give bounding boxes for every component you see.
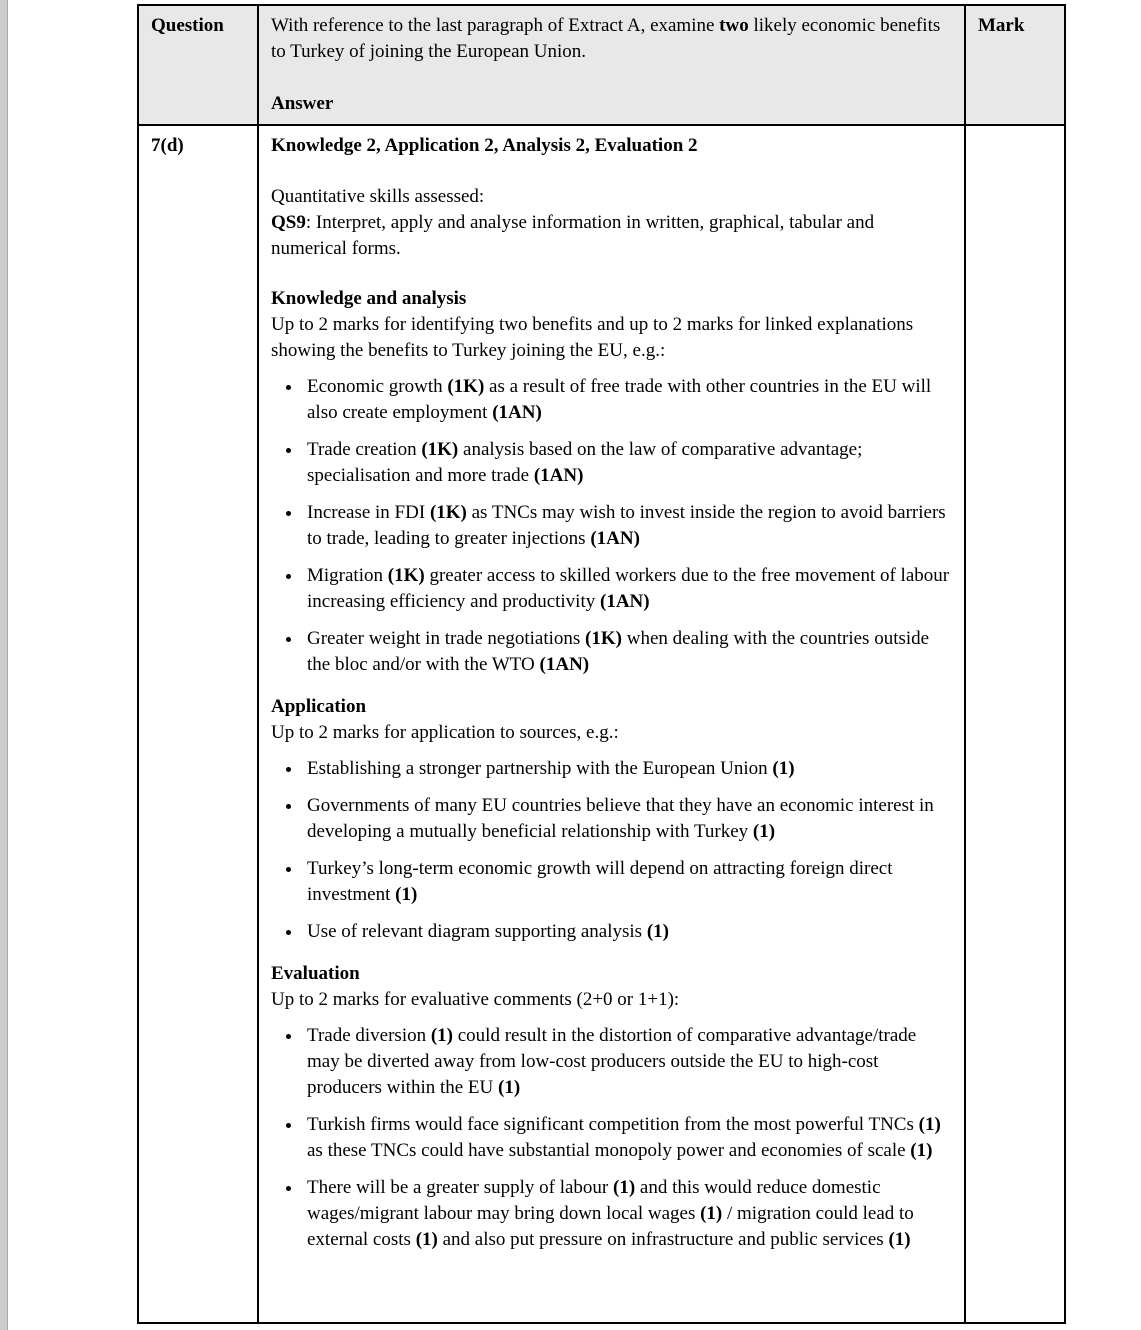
question-number-cell xyxy=(138,125,258,1323)
section-heading: Evaluation xyxy=(271,963,360,984)
bullet-item: • There will be a greater supply of labour (1) and this would reduce domestic wages/migrant labour may bring down local wages (1) / migration could lead to external costs (1) and also put pressure on infrastructure and public services (1) xyxy=(303,1175,952,1253)
qs9-line: QS9: Interpret, apply and analyse information in written, graphical, tabular and numerical forms. xyxy=(271,212,875,259)
bullet-item: • Establishing a stronger partnership with the European Union (1) xyxy=(303,756,952,782)
mark-scheme-content-cell xyxy=(258,125,965,1323)
section-heading: Application xyxy=(271,696,367,717)
section-intro: Up to 2 marks for evaluative comments (2+0 or 1+1): xyxy=(271,989,680,1010)
quantitative-skills-intro: Quantitative skills assessed: xyxy=(271,186,485,207)
bullet-item: • Trade diversion (1) could result in the distortion of comparative advantage/trade may be diverted away from low-cost producers outside the EU to high-cost producers within the EU (1) xyxy=(303,1023,952,1101)
section-heading: Knowledge and analysis xyxy=(271,288,467,309)
question-prompt-cell xyxy=(258,5,965,125)
bullet-list xyxy=(271,756,952,945)
marks-breakdown-line: Knowledge 2, Application 2, Analysis 2, Evaluation 2 xyxy=(271,135,698,156)
bullet-item: • Economic growth (1K) as a result of free trade with other countries in the EU will also create employment (1AN) xyxy=(303,374,952,426)
bullet-list xyxy=(271,1023,952,1253)
bullet-item: • Migration (1K) greater access to skilled workers due to the free movement of labour increasing efficiency and productivity (1AN) xyxy=(303,563,952,615)
section-evaluation xyxy=(271,961,952,1253)
mark-value-cell xyxy=(965,125,1065,1323)
answer-row xyxy=(138,125,1065,1323)
bullet-item: • Use of relevant diagram supporting analysis (1) xyxy=(303,919,952,945)
section-intro: Up to 2 marks for identifying two benefits and up to 2 marks for linked explanations showing the benefits to Turkey joining the EU, e.g.: xyxy=(271,314,914,361)
bullet-item: • Increase in FDI (1K) as TNCs may wish to invest inside the region to avoid barriers to trade, leading to greater injections (1AN) xyxy=(303,500,952,552)
bullet-item: • Turkey’s long-term economic growth will depend on attracting foreign direct investment (1) xyxy=(303,856,952,908)
mark-column-label: Mark xyxy=(978,15,1025,36)
bullet-item: • Trade creation (1K) analysis based on the law of comparative advantage; specialisation and more trade (1AN) xyxy=(303,437,952,489)
answer-label: Answer xyxy=(271,93,334,114)
question-prompt-text: With reference to the last paragraph of Extract A, examine two likely economic benefits to Turkey of joining the European Union. xyxy=(271,15,941,62)
question-number: 7(d) xyxy=(151,135,184,156)
bullet-list xyxy=(271,374,952,678)
bullet-item: • Turkish firms would face significant competition from the most powerful TNCs (1) as these TNCs could have substantial monopoly power and economies of scale (1) xyxy=(303,1112,952,1164)
markscheme-table xyxy=(137,4,1066,1324)
mark-column-header-cell xyxy=(965,5,1065,125)
question-column-header-cell xyxy=(138,5,258,125)
section-application xyxy=(271,694,952,945)
section-intro: Up to 2 marks for application to sources, e.g.: xyxy=(271,722,619,743)
question-column-label: Question xyxy=(151,15,224,36)
page-edge-strip xyxy=(0,0,8,1330)
section-knowledge-and-analysis xyxy=(271,286,952,678)
bullet-item: • Governments of many EU countries believe that they have an economic interest in developing a mutually beneficial relationship with Turkey (1) xyxy=(303,793,952,845)
bullet-item: • Greater weight in trade negotiations (1K) when dealing with the countries outside the bloc and/or with the WTO (1AN) xyxy=(303,626,952,678)
question-header-row xyxy=(138,5,1065,125)
